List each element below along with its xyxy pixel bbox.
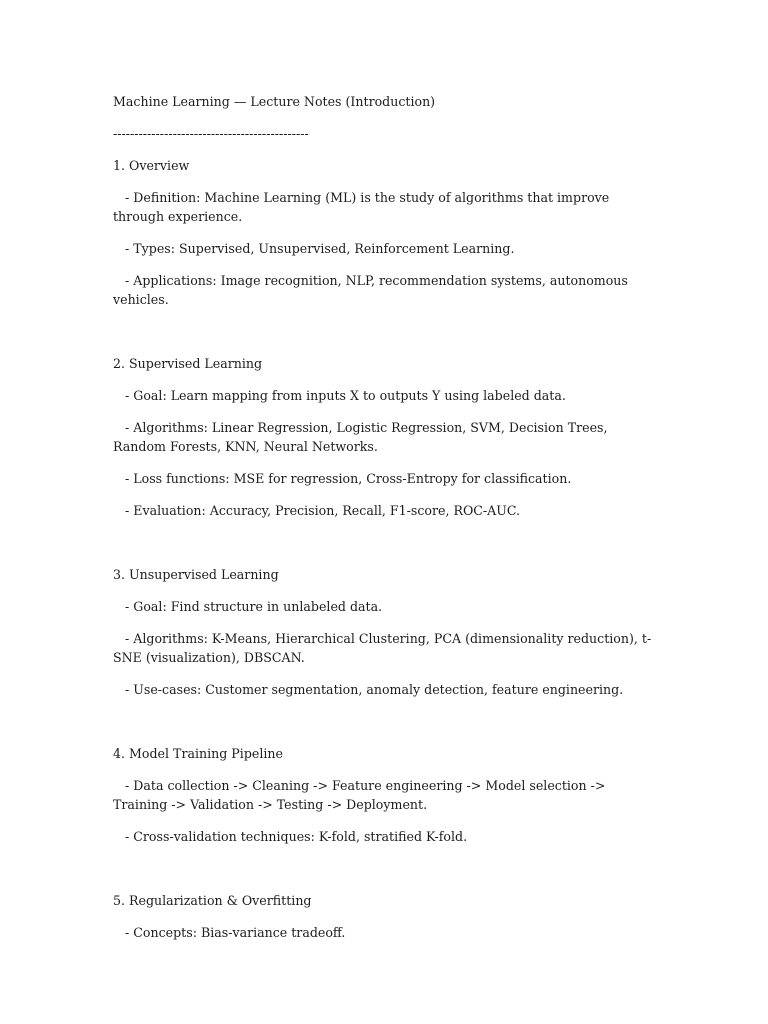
list-item: - Applications: Image recognition, NLP, recommendation systems, autonomous vehicles. xyxy=(113,273,632,307)
section-heading: 1. Overview xyxy=(113,158,190,173)
section-heading: 2. Supervised Learning xyxy=(113,356,263,371)
section-spacer xyxy=(113,533,653,565)
list-item: - Algorithms: Linear Regression, Logistic Regression, SVM, Decision Trees, Random Forests, KNN, Neural Networks. xyxy=(113,420,612,454)
document-title: Machine Learning — Lecture Notes (Introduction) xyxy=(113,94,436,109)
list-item: - Goal: Learn mapping from inputs X to outputs Y using labeled data. xyxy=(113,388,566,403)
list-item: - Cross-validation techniques: K-fold, stratified K-fold. xyxy=(113,829,468,844)
section-heading: 4. Model Training Pipeline xyxy=(113,746,283,761)
section-unsupervised-learning xyxy=(113,565,653,699)
section-model-training-pipeline xyxy=(113,744,653,846)
document-page xyxy=(113,92,653,955)
list-item: - Algorithms: K-Means, Hierarchical Clustering, PCA (dimensionality reduction), t-SNE (visualization), DBSCAN. xyxy=(113,631,652,665)
list-item: - Data collection -> Cleaning -> Feature engineering -> Model selection -> Training -> Validation -> Testing -> Deployment. xyxy=(113,778,610,812)
list-item: - Definition: Machine Learning (ML) is the study of algorithms that improve through experience. xyxy=(113,190,614,224)
list-item: - Concepts: Bias-variance tradeoff. xyxy=(113,925,346,940)
section-spacer xyxy=(113,859,653,891)
list-item: - Use-cases: Customer segmentation, anomaly detection, feature engineering. xyxy=(113,682,624,697)
section-spacer xyxy=(113,712,653,744)
section-heading: 3. Unsupervised Learning xyxy=(113,567,279,582)
divider-line: ---------------------------------------------- xyxy=(113,126,309,141)
list-item: - Evaluation: Accuracy, Precision, Recall, F1-score, ROC-AUC. xyxy=(113,503,521,518)
list-item: - Types: Supervised, Unsupervised, Reinforcement Learning. xyxy=(113,241,515,256)
list-item: - Goal: Find structure in unlabeled data. xyxy=(113,599,383,614)
section-regularization-overfitting xyxy=(113,891,653,942)
section-overview xyxy=(113,156,653,309)
section-supervised-learning xyxy=(113,354,653,520)
section-spacer xyxy=(113,322,653,354)
section-heading: 5. Regularization & Overfitting xyxy=(113,893,312,908)
list-item: - Loss functions: MSE for regression, Cross-Entropy for classification. xyxy=(113,471,572,486)
